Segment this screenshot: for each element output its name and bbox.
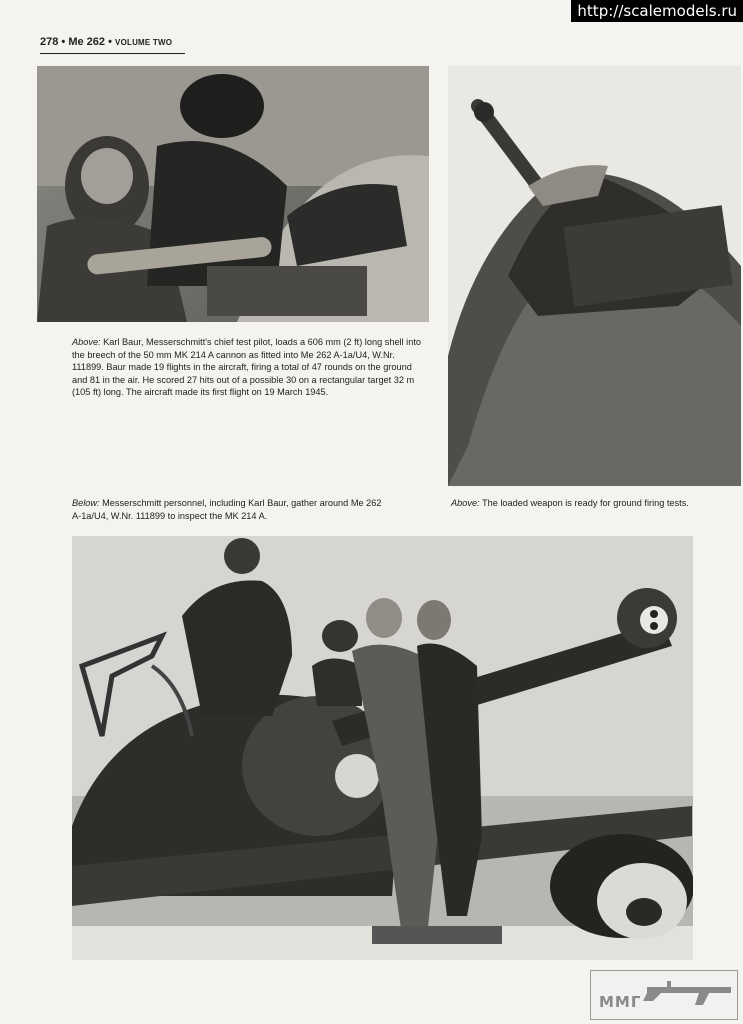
caption-text: Karl Baur, Messerschmitt's chief test pilot, loads a 606 mm (2 ft) long shell into the breech of the 50 mm MK 214 A cannon as fitted into Me 262 A-1a/U4, W.Nr. 111899. Baur made 19 flights in the aircraft, firing a total of 47 rounds on the ground and 81 in the air. He scored 27 hits out of a possible 30 on a rectangular target 32 m (105 ft) long. The aircraft made its first flight on 19 March 1945.	[72, 337, 421, 398]
caption-below	[72, 497, 392, 522]
caption-text: Messerschmitt personnel, including Karl Baur, gather around Me 262 A-1a/U4, W.Nr. 111899 to inspect the MK 214 A.	[72, 498, 382, 521]
book-title: Me 262	[68, 36, 106, 48]
caption-lead: Above:	[72, 337, 101, 347]
caption-text: The loaded weapon is ready for ground firing tests.	[479, 498, 689, 508]
header-bullet-1: •	[61, 36, 66, 48]
page-number: 278	[40, 36, 59, 48]
site-watermark: http://scalemodels.ru	[571, 0, 743, 22]
logo-text: ММГ	[599, 993, 642, 1011]
photo-loading-shell	[37, 66, 429, 322]
caption-right	[451, 497, 701, 510]
caption-lead: Above:	[451, 498, 480, 508]
caption-top-left	[72, 336, 427, 399]
running-header	[40, 36, 185, 54]
photo-loaded-weapon	[448, 66, 741, 486]
photo-personnel-inspection	[72, 536, 693, 960]
header-bullet-2: •	[108, 36, 112, 48]
volume-label: VOLUME TWO	[115, 38, 173, 47]
caption-lead: Below:	[72, 498, 100, 508]
mmg-logo-watermark	[590, 970, 738, 1020]
